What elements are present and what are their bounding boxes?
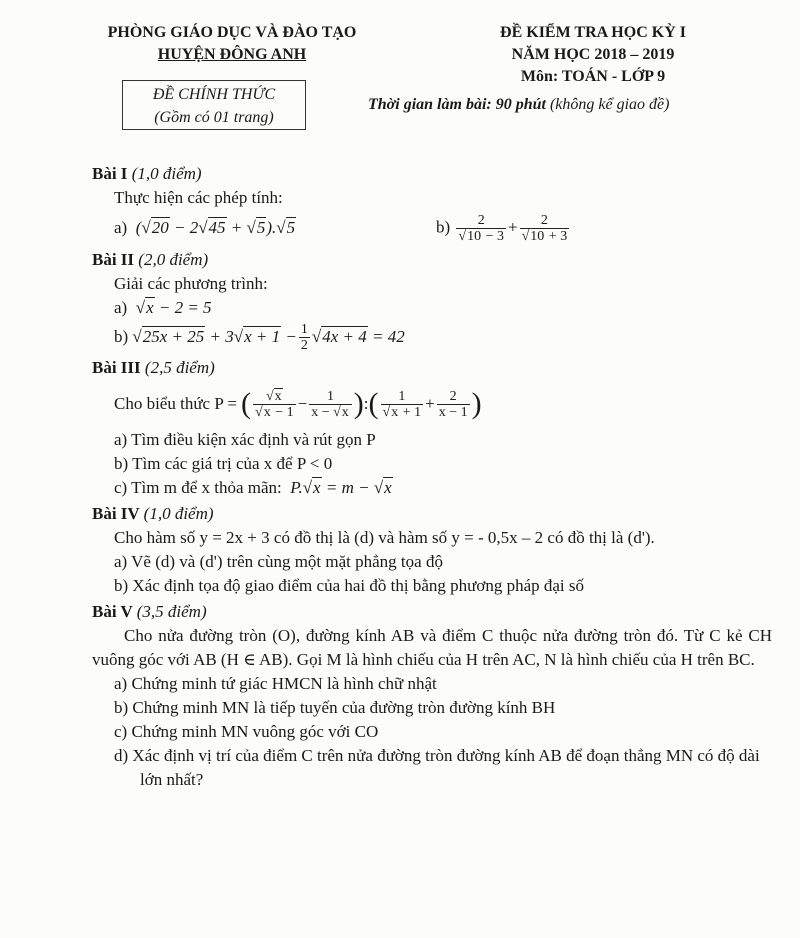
section-5-intro: Cho nửa đường tròn (O), đường kính AB và điểm C thuộc nửa đường tròn đó. Từ C kẻ CH vuông góc với AB (H ∈ AB). Gọi M là hình chiếu của H trên AC, N là hình chiếu của H trên BC.	[92, 626, 772, 669]
subject: Môn: TOÁN - LỚP 9	[520, 68, 666, 85]
exam-title: ĐỀ KIỂM TRA HỌC KỲ I	[500, 24, 686, 41]
section-4-a: a) Vẽ (d) và (d') trên cùng một mặt phẳng tọa độ	[114, 552, 443, 571]
section-5-heading: Bài V (3,5 điểm)	[92, 602, 207, 621]
time-note: (không kể giao đề)	[549, 96, 670, 113]
section-2-intro: Giải các phương trình:	[114, 274, 268, 293]
official-label: ĐỀ CHÍNH THỨC	[152, 86, 276, 103]
section-3-a: a) Tìm điều kiện xác định và rút gọn P	[114, 430, 376, 449]
section-2-b: b) √25x + 25 + 3√x + 1 − $\frac{1}{2}$ √4x + 4 = 42	[114, 321, 405, 353]
section-1-a: a) (√20 − 2√45 + √5).√5	[114, 218, 296, 237]
section-3-b: b) Tìm các giá trị của x để P < 0	[114, 454, 333, 473]
section-4-intro: Cho hàm số y = 2x + 3 có đồ thị là (d) và hàm số y = - 0,5x – 2 có đồ thị là (d').	[114, 528, 655, 547]
section-2-a: a) √x − 2 = 5	[114, 298, 212, 317]
exam-header	[458, 22, 728, 88]
time-info	[368, 96, 669, 114]
section-3-c: c) Tìm m để x thỏa mãn: P.√x = m − √x	[114, 478, 392, 497]
section-4-heading: Bài IV (1,0 điểm)	[92, 504, 214, 523]
section-5-b: b) Chứng minh MN là tiếp tuyến của đường tròn đường kính BH	[114, 698, 556, 717]
time-label: Thời gian làm bài: 90 phút	[368, 96, 546, 113]
section-3-intro: Cho biểu thức P = ( $\frac{√x}{√x - 1}$ − $\frac{1}{x - √x}$ ) : ( $\frac{1}{√x + 1}$ + $\frac{2}{x - 1}$ )	[114, 387, 482, 420]
section-2-heading: Bài II (2,0 điểm)	[92, 250, 209, 269]
school-year: NĂM HỌC 2018 – 2019	[511, 46, 675, 63]
pages-note: (Gồm có 01 trang)	[154, 109, 274, 126]
official-box	[122, 80, 306, 130]
section-1-intro: Thực hiện các phép tính:	[114, 188, 283, 207]
section-4-b: b) Xác định tọa độ giao điểm của hai đồ thị bằng phương pháp đại số	[114, 576, 585, 595]
section-5-a: a) Chứng minh tứ giác HMCN là hình chữ nhật	[114, 674, 437, 693]
section-5-d: d) Xác định vị trí của điểm C trên nửa đường tròn đường kính AB để đoạn thẳng MN có độ dài lớn nhất?	[114, 746, 760, 789]
department-name: PHÒNG GIÁO DỤC VÀ ĐÀO TẠO	[107, 24, 357, 41]
section-1-b: b) $\frac{2}{√10 - 3}$ + $\frac{2}{√10 + 3}$	[436, 212, 568, 244]
section-5-c: c) Chứng minh MN vuông góc với CO	[114, 722, 379, 741]
section-1-heading: Bài I (1,0 điểm)	[92, 164, 202, 183]
exam-content	[92, 160, 772, 792]
district-name: HUYỆN ĐÔNG ANH	[157, 46, 307, 63]
department-header	[82, 22, 382, 66]
section-3-heading: Bài III (2,5 điểm)	[92, 358, 215, 377]
section-1-items	[92, 210, 772, 246]
